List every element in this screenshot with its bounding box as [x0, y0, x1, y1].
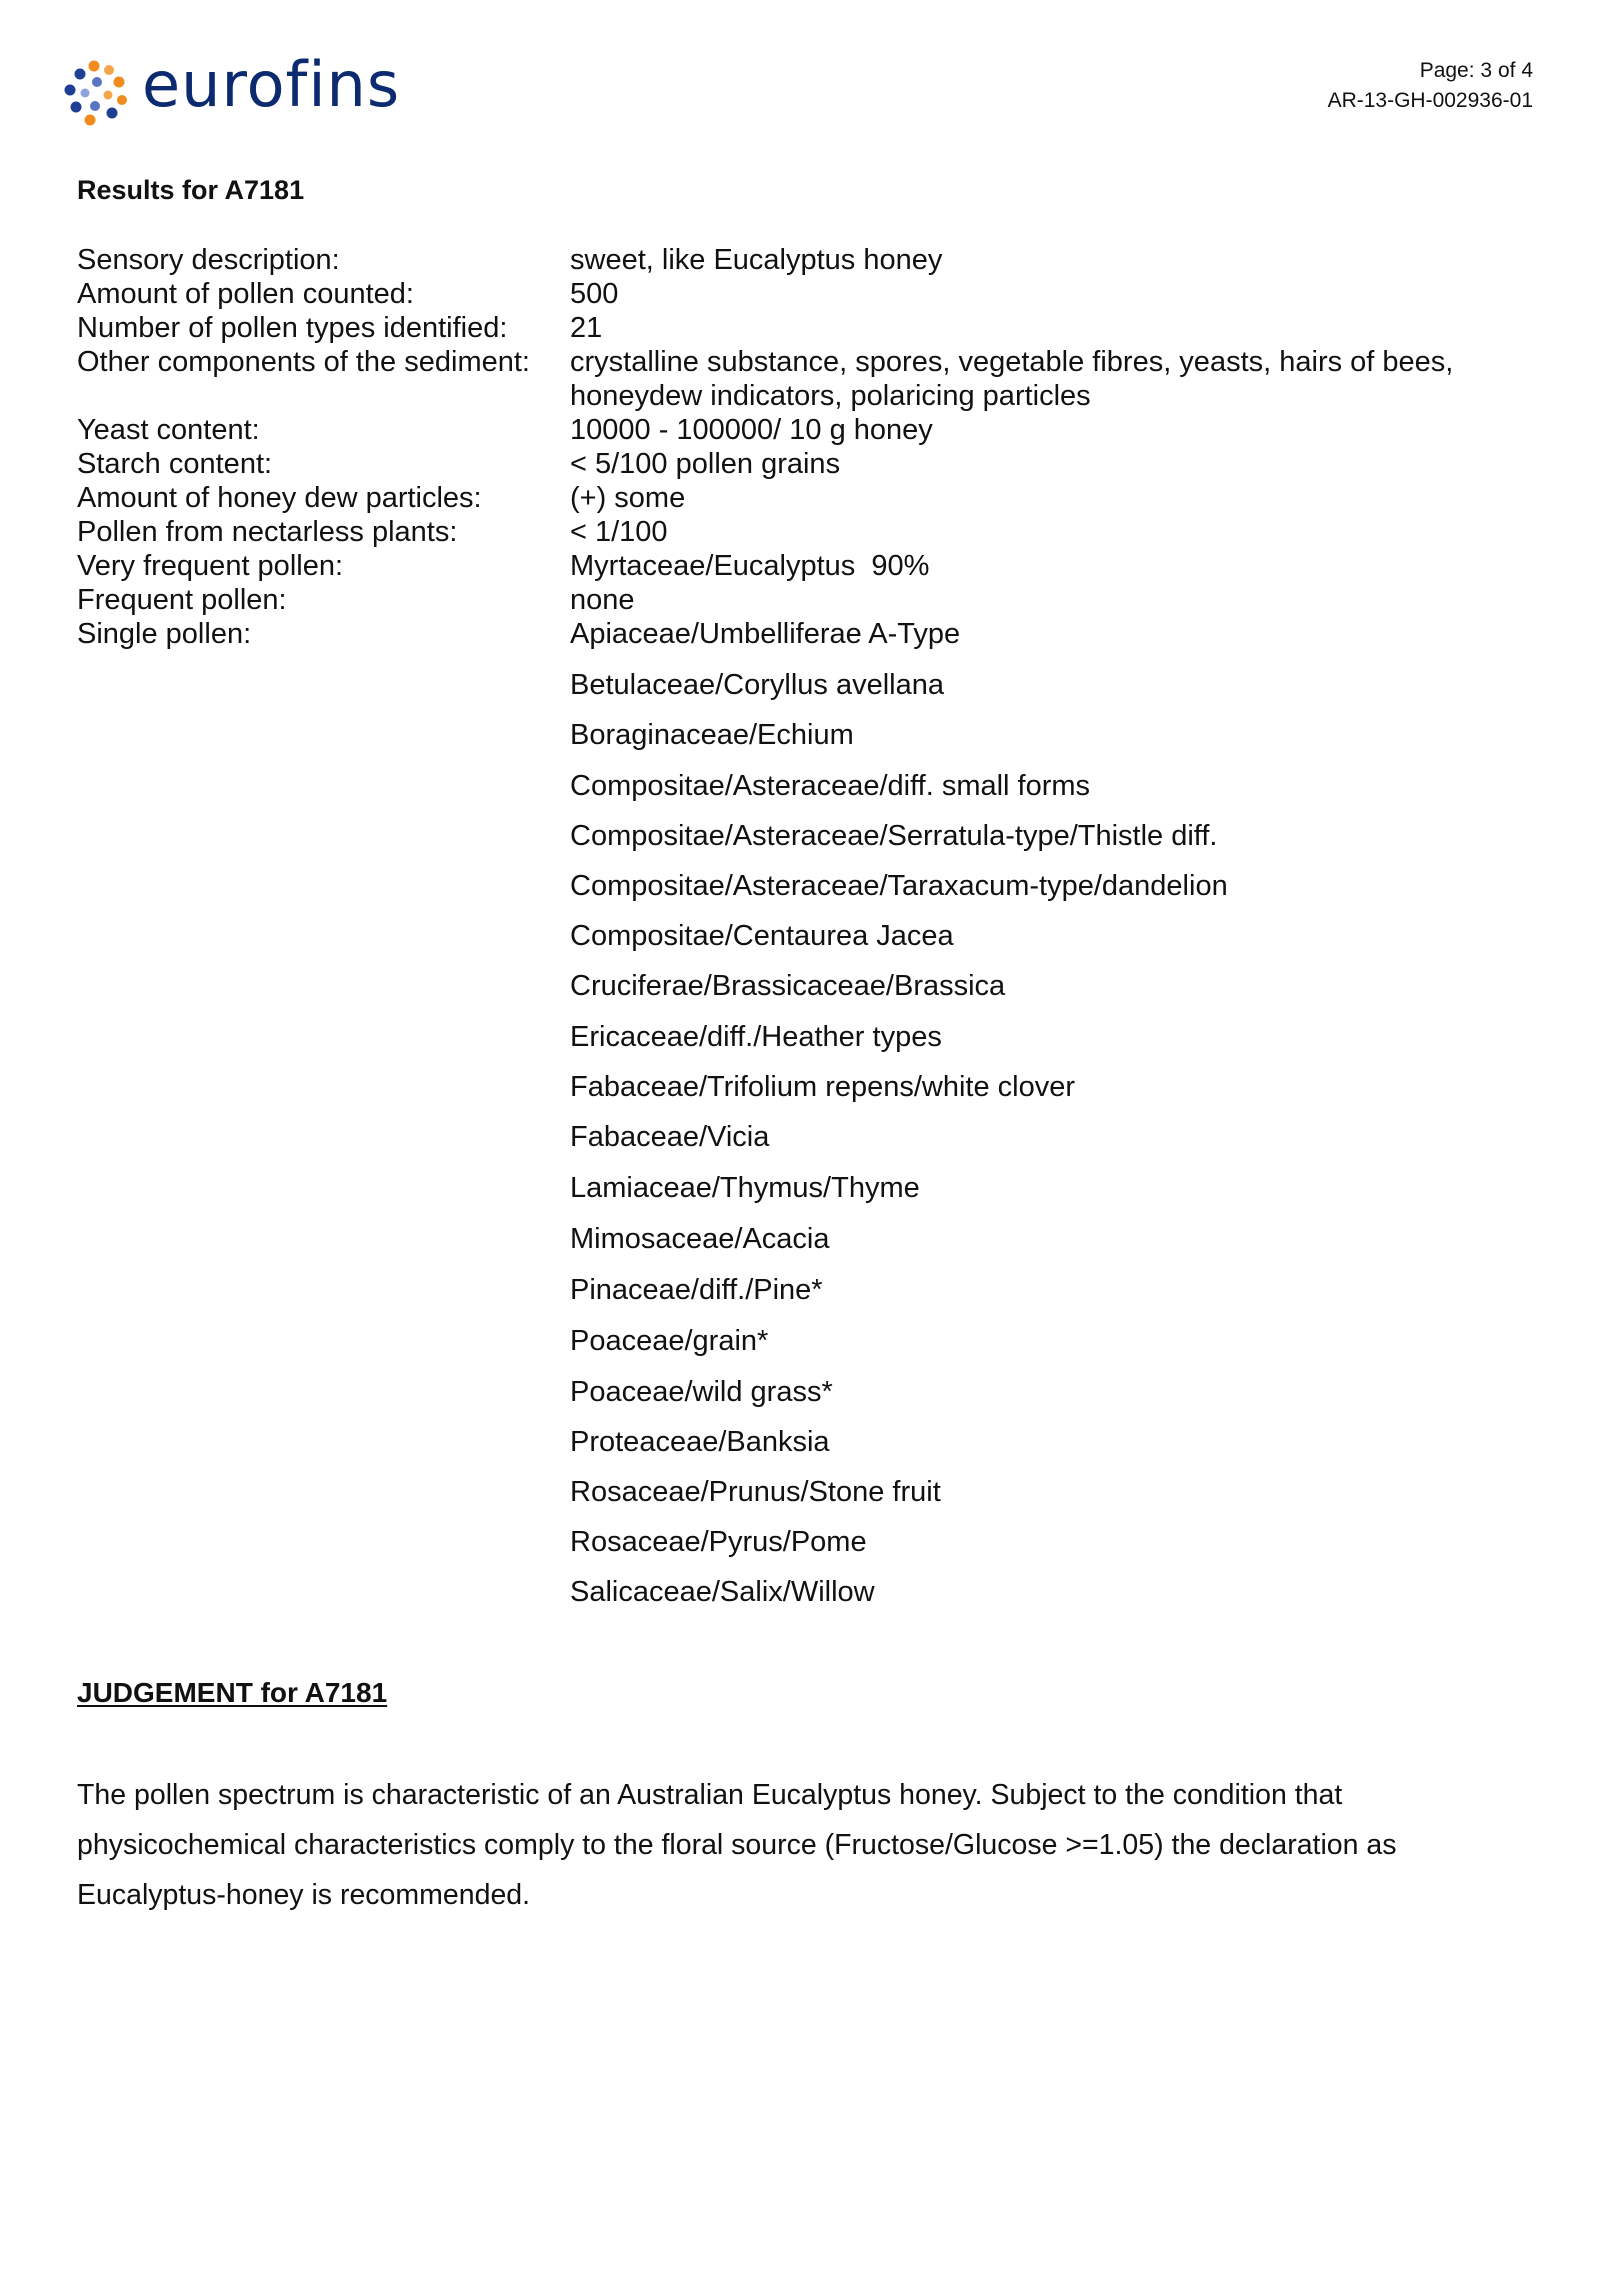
page-number	[1328, 56, 1533, 86]
single-pollen-item: Poaceae/wild grass*	[570, 1376, 833, 1408]
single-pollen-item: Compositae/Asteraceae/Serratula-type/Thistle diff.	[570, 820, 1218, 852]
report-id: AR-13-GH-002936-01	[1327, 89, 1533, 112]
result-value: Apiaceae/Umbelliferae A-Type	[570, 618, 961, 650]
single-pollen-item: Rosaceae/Pyrus/Pome	[570, 1526, 867, 1558]
result-label: Sensory description:	[77, 244, 340, 276]
result-value: < 5/100 pollen grains	[570, 448, 841, 480]
page-current: 3	[1480, 59, 1493, 82]
results-heading: Results for A7181	[77, 175, 305, 205]
single-pollen-item: Ericaceae/diff./Heather types	[570, 1021, 942, 1053]
single-pollen-item: Salicaceae/Salix/Willow	[570, 1576, 875, 1608]
judgement-text-line: physicochemical characteristics comply to the floral source (Fructose/Glucose >=1.05) the declaration as	[77, 1829, 1397, 1861]
result-value: 21	[570, 312, 603, 344]
result-label: Pollen from nectarless plants:	[77, 516, 458, 548]
result-label: Amount of pollen counted:	[77, 278, 414, 310]
result-value: crystalline substance, spores, vegetable fibres, yeasts, hairs of bees,	[570, 346, 1454, 378]
result-label: Very frequent pollen:	[77, 550, 344, 582]
result-label: Frequent pollen:	[77, 584, 287, 616]
single-pollen-item: Boraginaceae/Echium	[570, 719, 854, 751]
result-label: Number of pollen types identified:	[77, 312, 508, 344]
single-pollen-item: Mimosaceae/Acacia	[570, 1223, 830, 1255]
result-label: Single pollen:	[77, 618, 252, 650]
single-pollen-item: Betulaceae/Coryllus avellana	[570, 669, 944, 701]
judgement-text-line: Eucalyptus-honey is recommended.	[77, 1879, 531, 1911]
result-label: Amount of honey dew particles:	[77, 482, 482, 514]
result-value: < 1/100	[570, 516, 668, 548]
single-pollen-item: Fabaceae/Vicia	[570, 1121, 770, 1153]
result-value: (+) some	[570, 482, 686, 514]
page-info	[1328, 56, 1533, 116]
single-pollen-item: Compositae/Asteraceae/Taraxacum-type/dandelion	[570, 870, 1228, 902]
eurofins-logo-mark-icon	[64, 60, 134, 126]
single-pollen-item: Pinaceae/diff./Pine*	[570, 1274, 823, 1306]
result-value: Myrtaceae/Eucalyptus 90%	[570, 550, 930, 582]
single-pollen-item: Compositae/Asteraceae/diff. small forms	[570, 770, 1091, 802]
result-value: sweet, like Eucalyptus honey	[570, 244, 943, 276]
page-of: of	[1497, 59, 1516, 82]
result-label: Starch content:	[77, 448, 273, 480]
result-label: Other components of the sediment:	[77, 346, 530, 378]
result-value: 500	[570, 278, 619, 310]
result-value: 10000 - 100000/ 10 g honey	[570, 414, 933, 446]
single-pollen-item: Rosaceae/Prunus/Stone fruit	[570, 1476, 941, 1508]
judgement-heading: JUDGEMENT for A7181	[77, 1677, 388, 1708]
logo-wordmark: eurofins	[142, 48, 401, 121]
result-value-continued: honeydew indicators, polaricing particles	[570, 380, 1091, 412]
single-pollen-item: Cruciferae/Brassicaceae/Brassica	[570, 970, 1006, 1002]
eurofins-logo	[64, 48, 401, 126]
result-value: none	[570, 584, 635, 616]
page-label: Page:	[1419, 59, 1475, 82]
single-pollen-item: Proteaceae/Banksia	[570, 1426, 830, 1458]
result-label: Yeast content:	[77, 414, 260, 446]
judgement-text-line: The pollen spectrum is characteristic of an Australian Eucalyptus honey. Subject to the condition that	[77, 1779, 1343, 1811]
single-pollen-item: Lamiaceae/Thymus/Thyme	[570, 1172, 920, 1204]
single-pollen-item: Compositae/Centaurea Jacea	[570, 920, 954, 952]
single-pollen-item: Poaceae/grain*	[570, 1325, 769, 1357]
single-pollen-item: Fabaceae/Trifolium repens/white clover	[570, 1071, 1076, 1103]
page-total: 4	[1521, 59, 1533, 82]
